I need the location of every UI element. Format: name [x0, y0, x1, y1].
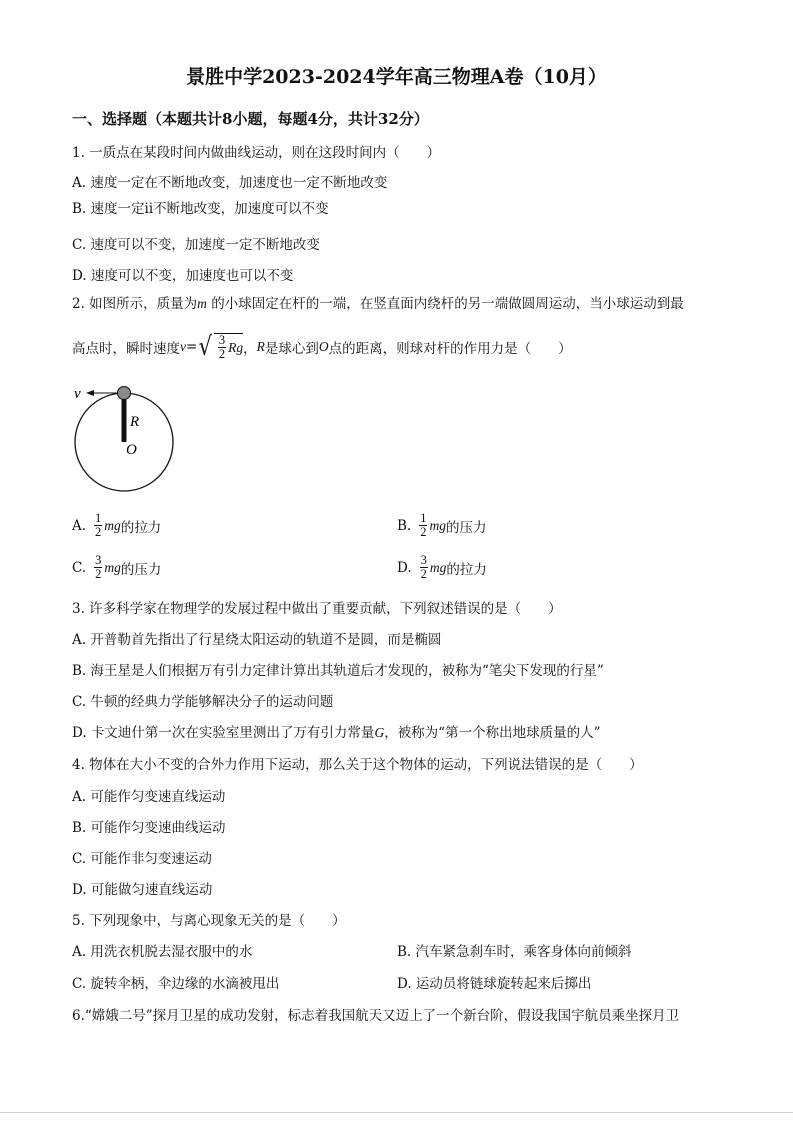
q3-option-d — [72, 721, 601, 741]
q2-option-a — [72, 512, 161, 539]
q3-option-a: A. 开普勒首先指出了行星绕太阳运动的轨道不是圆，而是椭圆 — [72, 632, 442, 648]
q2-r-symbol: R — [256, 339, 265, 354]
option-fraction — [420, 554, 428, 581]
q3-g-symbol: G — [374, 725, 385, 740]
option-letter: D. — [397, 559, 412, 576]
section-heading: 一、选择题（本题共计8小题，每题4分，共计32分） — [72, 110, 429, 128]
q2-option-c — [72, 554, 161, 581]
option-letter: B. — [397, 517, 412, 534]
q1-stem: 1. 一质点在某段时间内做曲线运动，则在这段时间内（ ） — [72, 145, 441, 161]
q2-stem-line2-c: 点的距离，则球对杆的作用力是（ ） — [328, 341, 572, 357]
rod — [122, 394, 127, 442]
fraction-den: 2 — [95, 567, 102, 582]
q2-sqrt-num: 3 — [218, 332, 226, 347]
option-variable: mg — [429, 517, 446, 533]
option-text: 的拉力 — [120, 519, 162, 536]
ball — [118, 387, 131, 400]
q2-stem-text: 2. 如图所示，质量为 — [72, 296, 198, 312]
q3-option-d-text: D. 卡文迪什第一次在实验室里测出了万有引力常量 — [72, 725, 375, 741]
option-variable: mg — [429, 559, 447, 575]
q2-equals: = — [186, 339, 198, 355]
q2-sqrt-tail: Rg — [228, 339, 244, 355]
q5-option-c: C. 旋转伞柄，伞边缘的水滴被甩出 — [72, 976, 280, 992]
q2-sqrt-den: 2 — [218, 347, 226, 361]
fraction-num: 3 — [95, 553, 102, 567]
q2-option-b — [397, 512, 486, 539]
q4-stem: 4. 物体在大小不变的合外力作用下运动，那么关于这个物体的运动，下列说法错误的是（ ） — [72, 757, 643, 773]
q2-o-symbol: O — [318, 339, 329, 354]
velocity-label: v — [74, 386, 81, 402]
sqrt-body — [214, 333, 243, 361]
q5-option-a: A. 用洗衣机脱去湿衣服中的水 — [72, 944, 253, 960]
fraction-den: 2 — [420, 567, 427, 582]
q5-stem: 5. 下列现象中，与离心现象无关的是（ ） — [72, 913, 346, 929]
option-fraction — [94, 512, 102, 539]
arrowhead-icon — [86, 390, 94, 396]
q2-stem-line1 — [72, 292, 684, 312]
q4-option-a: A. 可能作匀变速直线运动 — [72, 789, 226, 805]
q2-sqrt-fraction — [218, 334, 226, 361]
option-text: 的压力 — [445, 519, 487, 536]
page-bottom-rule — [0, 1112, 793, 1113]
q3-stem: 3. 许多科学家在物理学的发展过程中做出了重要贡献，下列叙述错误的是（ ） — [72, 601, 562, 617]
q1-option-a: A. 速度一定在不断地改变，加速度也一定不断地改变 — [72, 175, 388, 191]
q4-option-d: D. 可能做匀速直线运动 — [72, 882, 213, 898]
option-fraction — [419, 512, 427, 539]
fraction-den: 2 — [420, 525, 427, 540]
q2-sqrt-expression — [197, 333, 243, 361]
q2-comma: ， — [243, 341, 257, 357]
option-letter: A. — [72, 517, 87, 534]
radius-label: R — [130, 414, 140, 430]
q1-option-b: B. 速度一定ⅱ不断地改变，加速度可以不变 — [72, 201, 329, 217]
q4-option-b: B. 可能作匀变速曲线运动 — [72, 820, 226, 836]
q2-stem-line2 — [72, 325, 572, 369]
q3-option-b: B. 海王星是人们根据万有引力定律计算出其轨道后才发现的，被称为“笔尖下发现的行星” — [72, 663, 604, 679]
fraction-num: 1 — [420, 511, 427, 525]
q5-option-b: B. 汽车紧急刹车时，乘客身体向前倾斜 — [397, 944, 632, 960]
q2-v-symbol: v — [180, 339, 186, 354]
q4-option-c: C. 可能作非匀变速运动 — [72, 851, 212, 867]
option-fraction — [94, 554, 102, 581]
q5-option-d: D. 运动员将链球旋转起来后掷出 — [397, 976, 592, 992]
option-text: 的压力 — [120, 561, 162, 578]
q2-option-d — [397, 554, 487, 581]
fraction-num: 1 — [95, 511, 102, 525]
fraction-num: 3 — [420, 553, 427, 567]
q3-option-c: C. 牛顿的经典力学能够解决分子的运动问题 — [72, 694, 334, 710]
q3-option-d-rest: ，被称为“第一个称出地球质量的人” — [384, 725, 601, 741]
q1-option-d: D. 速度可以不变，加速度也可以不变 — [72, 268, 294, 284]
q2-mass-symbol: m — [197, 296, 207, 311]
q1-option-c: C. 速度可以不变，加速度一定不断地改变 — [72, 237, 320, 253]
q2-stem-line2-a: 高点时，瞬时速度 — [72, 341, 180, 357]
q6-stem: 6.“嫦娥二号”探月卫星的成功发射，标志着我国航天又迈上了一个新台阶，假设我国宇航员乘坐探月卫 — [72, 1008, 680, 1024]
fraction-den: 2 — [95, 525, 102, 540]
option-text: 的拉力 — [446, 561, 487, 578]
option-variable: mg — [104, 517, 121, 533]
option-variable: mg — [104, 559, 121, 575]
q2-stem-line2-b: 是球心到 — [264, 341, 319, 357]
q2-stem-rest: 的小球固定在杆的一端，在竖直面内绕杆的另一端做圆周运动，当小球运动到最 — [206, 296, 684, 312]
q2-figure — [64, 380, 184, 492]
page-title: 景胜中学2023-2024学年高三物理A卷（10月） — [186, 66, 607, 88]
option-letter: C. — [72, 559, 87, 576]
center-label: O — [126, 442, 137, 458]
sqrt-icon: √ — [198, 332, 213, 362]
